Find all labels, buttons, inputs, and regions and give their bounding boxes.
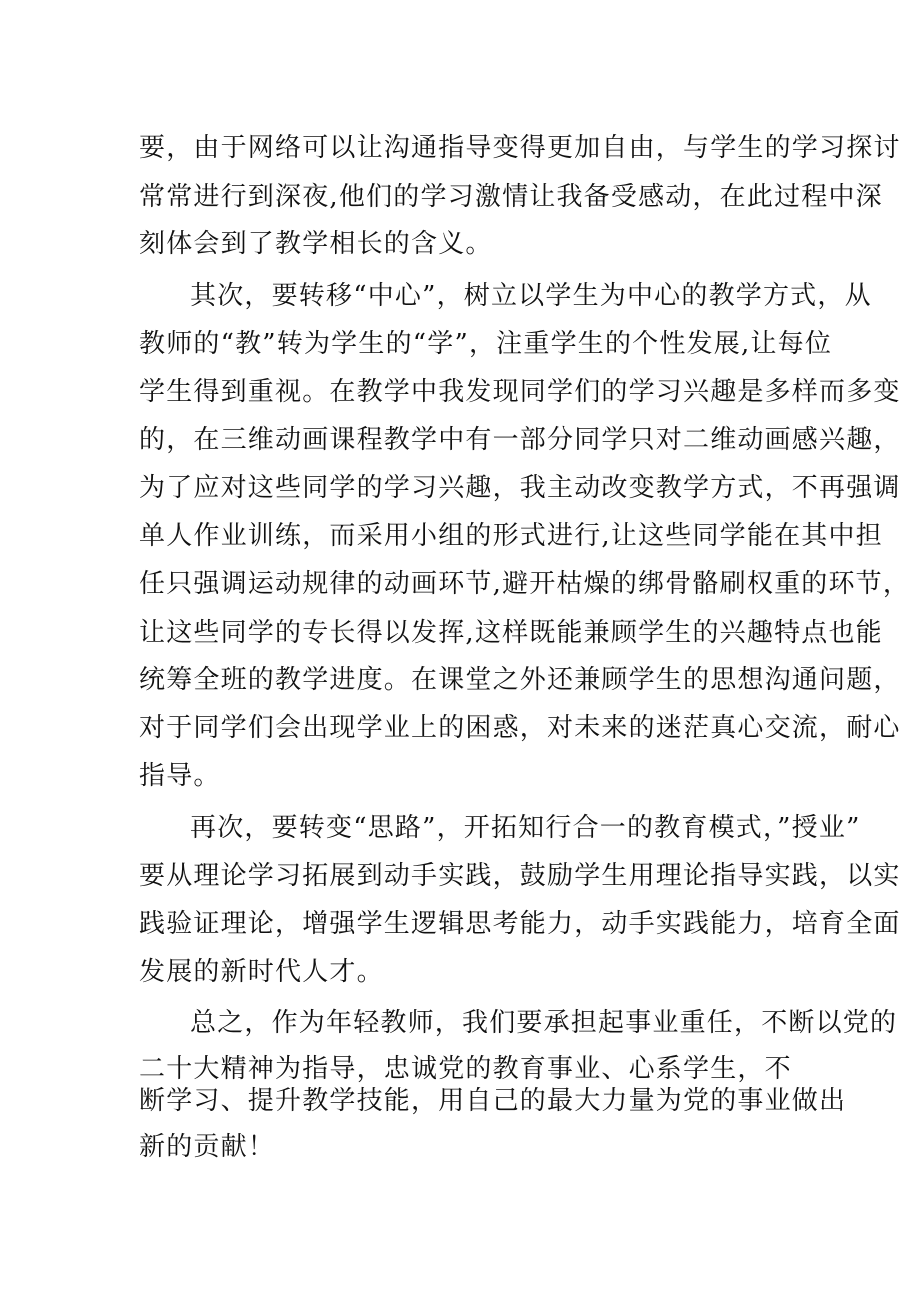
paragraph-1-line-1: 要，由于网络可以让沟通指导变得更加自由，与学生的学习探讨: [139, 133, 901, 163]
paragraph-4-line-1: 总之，作为年轻教师，我们要承担起事业重任，不断以党的: [190, 1008, 898, 1038]
paragraph-3-line-2: 要从理论学习拓展到动手实践，鼓励学生用理论指导实践，以实: [139, 861, 901, 891]
paragraph-4-line-2: 二十大精神为指导，忠诚党的教育事业、心系学生，不: [139, 1054, 792, 1084]
paragraph-2-line-1: 其次，要转移“中心”，树立以学生为中心的教学方式，从: [190, 281, 872, 311]
paragraph-3-line-1: 再次，要转变“思路”，开拓知行合一的教育模式，”授业”: [190, 813, 861, 843]
paragraph-2-line-9: 统筹全班的教学进度。在课堂之外还兼顾学生的思想沟通问题，: [139, 665, 901, 695]
paragraph-2-line-3: 学生得到重视。在教学中我发现同学们的学习兴趣是多样而多变: [139, 377, 901, 407]
paragraph-2-line-6: 单人作业训练，而采用小组的形式进行,让这些同学能在其中担: [139, 521, 883, 551]
paragraph-2-line-2: 教师的“教”转为学生的“学”，注重学生的个性发展,让每位: [139, 329, 833, 359]
paragraph-2-line-5: 为了应对这些同学的学习兴趣，我主动改变教学方式，不再强调: [139, 473, 901, 503]
paragraph-2-line-10: 对于同学们会出现学业上的困惑，对未来的迷茫真心交流，耐心: [139, 713, 901, 743]
paragraph-2-line-8: 让这些同学的专长得以发挥,这样既能兼顾学生的兴趣特点也能: [139, 618, 883, 648]
paragraph-1-line-3: 刻体会到了教学相长的含义。: [139, 229, 493, 259]
paragraph-2-line-4: 的，在三维动画课程教学中有一部分同学只对二维动画感兴趣，: [139, 425, 901, 455]
paragraph-3-line-3: 践验证理论，增强学生逻辑思考能力，动手实践能力，培育全面: [139, 909, 901, 939]
paragraph-1-line-2: 常常进行到深夜,他们的学习激情让我备受感动，在此过程中深: [139, 182, 883, 212]
paragraph-4-line-4: 新的贡献！: [139, 1132, 276, 1162]
paragraph-3-line-4: 发展的新时代人才。: [139, 957, 384, 987]
paragraph-2-line-11: 指导。: [139, 761, 221, 791]
paragraph-4-line-3: 断学习、提升教学技能，用自己的最大力量为党的事业做出: [139, 1086, 847, 1116]
paragraph-2-line-7: 任只强调运动规律的动画环节,避开枯燥的绑骨骼刷权重的环节，: [139, 569, 911, 599]
